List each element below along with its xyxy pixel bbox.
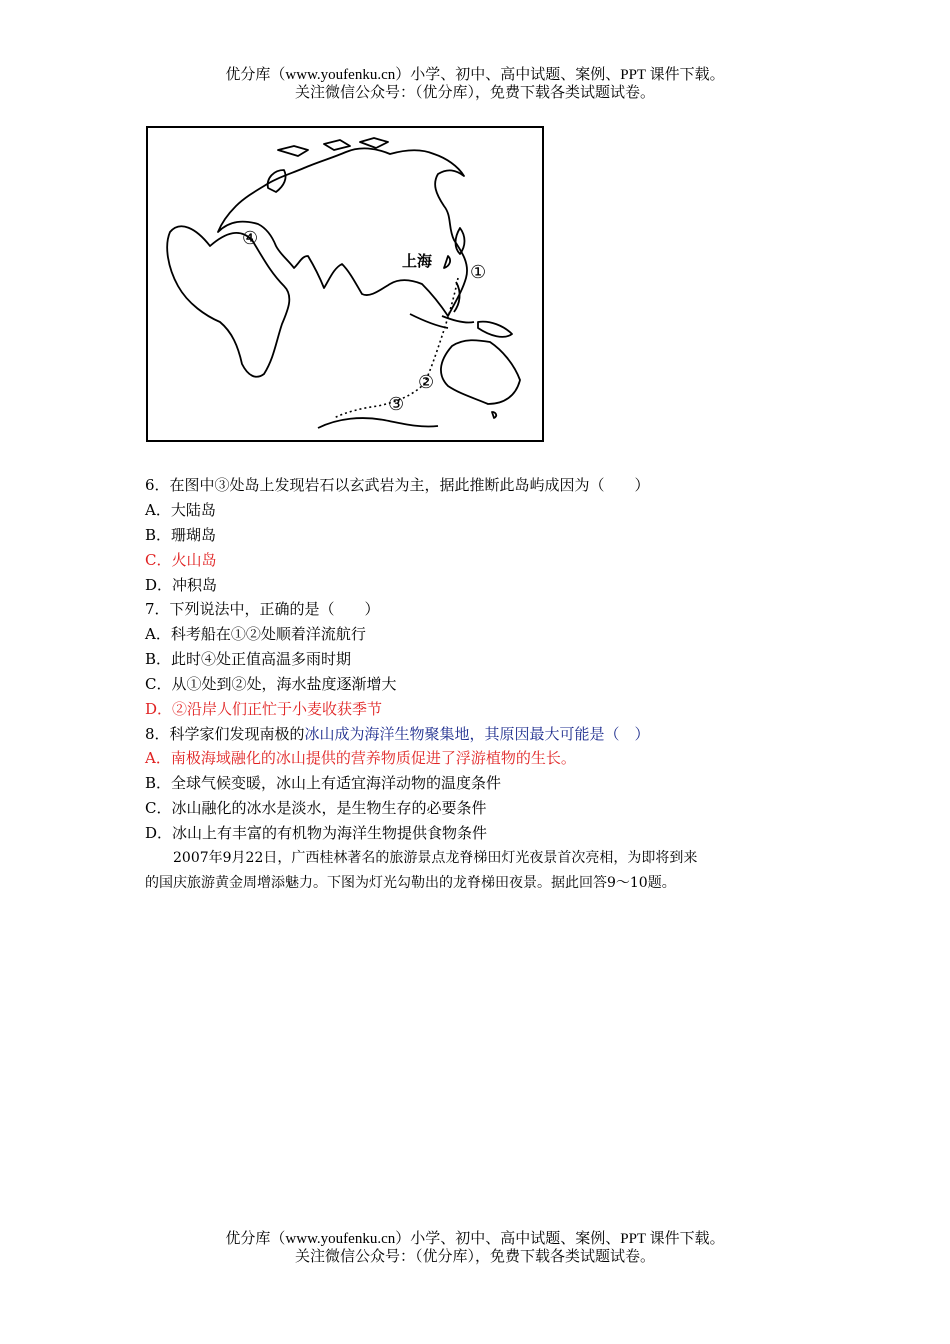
- q7-option-c: C．从①处到②处，海水盐度逐渐增大: [145, 675, 397, 693]
- world-map-figure: [146, 126, 544, 442]
- page-footer: [0, 1230, 950, 1266]
- marker-2: ②: [418, 372, 435, 393]
- japan: [444, 228, 465, 268]
- q7-stem: 7．下列说法中，正确的是（ ）: [145, 600, 380, 618]
- q6-option-c-answer: C．火山岛: [145, 551, 217, 569]
- q6-option-d: D．冲积岛: [145, 576, 218, 594]
- southeast-asia-islands: [410, 282, 474, 328]
- q8-option-a-answer: A．南极海域融化的冰山提供的营养物质促进了浮游植物的生长。: [145, 749, 576, 767]
- marker-4: ④: [242, 228, 259, 249]
- header-line-2: 关注微信公众号：（优分库），免费下载各类试题试卷。: [294, 85, 655, 101]
- arctic-islands: [278, 138, 388, 156]
- footer-line-1: 优分库（www.youfenku.cn）小学、初中、高中试题、案例、PPT 课件下载。: [225, 1231, 725, 1247]
- header-line-1: 优分库（www.youfenku.cn）小学、初中、高中试题、案例、PPT 课件下载。: [225, 67, 725, 83]
- page-header: [0, 66, 950, 102]
- q8-stem: [145, 724, 825, 744]
- q8-option-b: B．全球气候变暖，冰山上有适宜海洋动物的温度条件: [145, 774, 502, 792]
- q8-stem-highlight: 冰山成为海洋生物聚集地，其原因最大可能是（ ）: [304, 725, 650, 743]
- q8-option-d: D．冰山上有丰富的有机物为海洋生物提供食物条件: [145, 824, 488, 842]
- q6-option-b: B．珊瑚岛: [145, 526, 217, 544]
- marker-1: ①: [470, 262, 487, 283]
- antarctica: [318, 418, 438, 428]
- africa-outline: [167, 226, 289, 376]
- q7-option-d-answer: D．②沿岸人们正忙于小麦收获季节: [145, 700, 383, 718]
- map-drawing: [148, 128, 542, 440]
- q8-stem-prefix: 8．科学家们发现南极的: [145, 725, 305, 743]
- passage: [145, 846, 810, 896]
- passage-line-2: 的国庆旅游黄金周增添魅力。下图为灯光勾勒出的龙脊梯田夜景。据此回答9～10题。: [145, 875, 676, 891]
- passage-line-1: 2007年9月22日，广西桂林著名的旅游景点龙脊梯田灯光夜景首次亮相，为即将到来: [145, 850, 698, 866]
- q8-option-c: C．冰山融化的冰水是淡水，是生物生存的必要条件: [145, 799, 487, 817]
- label-shanghai: 上海: [402, 252, 433, 270]
- tasmania: [492, 412, 496, 418]
- marker-3: ③: [388, 394, 405, 415]
- q7-option-b: B．此时④处正值高温多雨时期: [145, 650, 352, 668]
- q6-stem: 6．在图中③处岛上发现岩石以玄武岩为主，据此推断此岛屿成因为（ ）: [145, 476, 650, 494]
- q7-option-a: A．科考船在①②处顺着洋流航行: [145, 625, 366, 643]
- australia: [441, 340, 520, 404]
- scandinavia: [268, 170, 286, 192]
- q6-option-a: A．大陆岛: [145, 501, 216, 519]
- new-guinea: [478, 322, 512, 337]
- footer-line-2: 关注微信公众号：（优分库），免费下载各类试题试卷。: [294, 1249, 655, 1265]
